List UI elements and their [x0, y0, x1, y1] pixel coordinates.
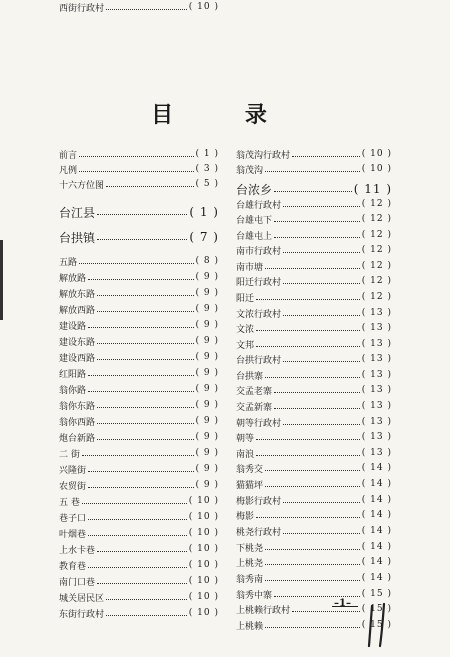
toc-entry	[59, 574, 219, 588]
toc-entry-page: ( 13 )	[361, 308, 392, 318]
toc-leader-dots	[97, 583, 187, 584]
toc-leader-dots	[274, 221, 360, 222]
toc-leader-dots	[274, 408, 360, 409]
toc-entry-page: ( 12 )	[361, 261, 392, 271]
toc-entry-page: ( 10 )	[188, 560, 219, 570]
toc-entry-title: 解放路	[59, 273, 87, 284]
toc-leader-dots	[106, 615, 187, 616]
toc-entry	[236, 368, 392, 382]
toc-entry-title: 阳迁	[236, 293, 255, 304]
toc-leader-dots	[265, 470, 360, 471]
toc-leader-dots	[88, 279, 194, 280]
scan-edge-mark	[0, 240, 3, 320]
toc-leader-dots	[97, 551, 187, 552]
toc-entry	[236, 147, 392, 161]
toc-leader-dots	[97, 407, 194, 408]
toc-entry	[59, 510, 219, 524]
toc-entry-title: 叶烟巷	[59, 529, 87, 540]
toc-entry-title: 南门口巷	[59, 577, 96, 588]
toc-leader-dots	[256, 299, 360, 300]
toc-leader-dots	[97, 214, 187, 215]
toc-leader-dots	[265, 549, 360, 550]
handwritten-mark-icon	[366, 602, 392, 648]
toc-entry-page: ( 9 )	[195, 400, 219, 410]
toc-leader-dots	[256, 517, 360, 518]
toc-entry-title: 朝等行政村	[236, 418, 282, 429]
toc-entry-page: ( 14 )	[361, 526, 392, 536]
toc-entry	[236, 477, 392, 491]
toc-leader-dots	[88, 487, 194, 488]
toc-entry-title: 五 巷	[59, 497, 80, 508]
toc-entry-title: 翁秀中寨	[236, 590, 273, 601]
toc-entry	[236, 212, 392, 226]
toc-entry-page: ( 5 )	[195, 179, 219, 189]
page-number-rule	[332, 606, 358, 607]
page-number: –1–	[334, 598, 351, 609]
toc-entry	[236, 352, 392, 366]
toc-entry-page: ( 9 )	[195, 416, 219, 426]
toc-entry	[236, 555, 392, 569]
toc-entry-page: ( 9 )	[195, 480, 219, 490]
toc-entry-title: 交孟老寨	[236, 386, 273, 397]
toc-entry-title: 台浓乡	[236, 182, 273, 197]
toc-entry-page: ( 13 )	[361, 401, 392, 411]
toc-entry	[236, 197, 392, 211]
toc-entry-page: ( 9 )	[195, 384, 219, 394]
toc-leader-dots	[283, 252, 360, 253]
toc-entry-page: ( 12 )	[361, 214, 392, 224]
toc-entry-title: 翁秀交	[236, 464, 264, 475]
toc-entry	[59, 366, 219, 380]
toc-entry-title: 翁秀南	[236, 574, 264, 585]
toc-leader-dots	[283, 533, 360, 534]
toc-entry-page: ( 9 )	[195, 336, 219, 346]
toc-leader-dots	[88, 519, 187, 520]
toc-entry-title: 台雄屯下	[236, 215, 273, 226]
toc-leader-dots	[274, 237, 360, 238]
toc-entry	[59, 462, 219, 476]
toc-leader-dots	[88, 567, 187, 568]
toc-leader-dots	[82, 455, 194, 456]
toc-entry-page: ( 10 )	[188, 608, 219, 618]
toc-entry-page: ( 14 )	[361, 479, 392, 489]
toc-leader-dots	[283, 424, 360, 425]
toc-entry-title: 建设路	[59, 321, 87, 332]
toc-entry-title: 巷子口	[59, 513, 87, 524]
toc-entry-page: ( 15 )	[361, 589, 392, 599]
toc-entry-title: 翁茂沟	[236, 165, 264, 176]
toc-entry	[236, 337, 392, 351]
toc-entry-title: 前言	[59, 150, 78, 161]
toc-entry	[236, 571, 392, 585]
toc-entry-title: 台拱镇	[59, 230, 96, 245]
toc-entry-title: 十六方位图	[59, 180, 105, 191]
toc-leader-dots	[97, 359, 194, 360]
toc-leader-dots	[106, 9, 187, 10]
toc-entry	[59, 430, 219, 444]
toc-entry-page: ( 10 )	[188, 528, 219, 538]
toc-leader-dots	[256, 346, 360, 347]
toc-entry-page: ( 9 )	[195, 352, 219, 362]
toc-entry-title: 凡例	[59, 165, 78, 176]
toc-leader-dots	[265, 580, 360, 581]
toc-entry-title: 桃尧行政村	[236, 527, 282, 538]
toc-entry-title: 文邦	[236, 340, 255, 351]
toc-leader-dots	[88, 375, 194, 376]
toc-entry-title: 台拱寨	[236, 371, 264, 382]
toc-leader-dots	[265, 627, 360, 628]
toc-leader-dots	[265, 171, 360, 172]
toc-entry	[236, 228, 392, 242]
toc-entry-title: 翁茂沟行政村	[236, 150, 291, 161]
toc-entry	[59, 0, 219, 14]
toc-entry-title: 翁你路	[59, 385, 87, 396]
toc-leader-dots	[82, 503, 187, 504]
toc-leader-dots	[88, 391, 194, 392]
toc-entry-title: 台雄屯上	[236, 231, 273, 242]
toc-entry-title: 文浓行政村	[236, 309, 282, 320]
toc-leader-dots	[97, 439, 194, 440]
toc-entry	[59, 606, 219, 620]
toc-entry-page: ( 10 )	[188, 496, 219, 506]
toc-entry-title: 教育巷	[59, 561, 87, 572]
toc-entry	[59, 177, 219, 191]
toc-leader-dots	[97, 311, 194, 312]
toc-entry-title: 台拱行政村	[236, 355, 282, 366]
toc-entry-page: ( 13 )	[361, 432, 392, 442]
toc-entry-page: ( 7 )	[189, 230, 219, 244]
toc-entry-title: 上水卡巷	[59, 545, 96, 556]
toc-entry	[59, 147, 219, 161]
toc-entry-title: 炮台新路	[59, 433, 96, 444]
toc-entry-page: ( 10 )	[188, 592, 219, 602]
toc-leader-dots	[97, 423, 194, 424]
toc-entry-page: ( 8 )	[195, 256, 219, 266]
toc-entry	[59, 526, 219, 540]
toc-entry	[236, 274, 392, 288]
toc-entry-title: 红阳路	[59, 369, 87, 380]
toc-leader-dots	[283, 502, 360, 503]
toc-entry-title: 农贸街	[59, 481, 87, 492]
toc-leader-dots	[79, 156, 194, 157]
toc-entry-title: 南浪	[236, 449, 255, 460]
toc-entry-title: 猫猫坪	[236, 480, 264, 491]
toc-entry-title: 解放西路	[59, 305, 96, 316]
toc-leader-dots	[292, 611, 360, 612]
toc-entry-page: ( 9 )	[195, 320, 219, 330]
toc-entry-page: ( 12 )	[361, 199, 392, 209]
toc-entry	[59, 203, 219, 221]
toc-entry-title: 台江县	[59, 205, 96, 220]
toc-entry	[59, 398, 219, 412]
toc-entry-title: 梅影	[236, 511, 255, 522]
toc-entry-title: 城关居民区	[59, 593, 105, 604]
toc-entry-title: 五路	[59, 257, 78, 268]
toc-entry	[236, 321, 392, 335]
toc-entry	[59, 382, 219, 396]
toc-leader-dots	[88, 327, 194, 328]
toc-entry	[236, 415, 392, 429]
toc-entry-page: ( 11 )	[353, 182, 392, 196]
toc-leader-dots	[106, 599, 187, 600]
toc-entry	[236, 180, 392, 198]
toc-entry	[236, 587, 392, 601]
toc-entry-title: 文浓	[236, 324, 255, 335]
toc-entry	[236, 383, 392, 397]
toc-entry-page: ( 10 )	[361, 149, 392, 159]
toc-entry-page: ( 13 )	[361, 448, 392, 458]
toc-entry	[59, 162, 219, 176]
toc-leader-dots	[292, 156, 360, 157]
toc-entry	[59, 334, 219, 348]
toc-entry-title: 建设东路	[59, 337, 96, 348]
toc-entry-page: ( 13 )	[361, 339, 392, 349]
toc-entry-title: 翁你东路	[59, 401, 96, 412]
toc-entry	[59, 446, 219, 460]
toc-entry	[59, 542, 219, 556]
toc-leader-dots	[256, 455, 360, 456]
toc-entry-page: ( 14 )	[361, 463, 392, 473]
toc-entry-title: 兴隆街	[59, 465, 87, 476]
toc-entry-title: 解放东路	[59, 289, 96, 300]
toc-entry-page: ( 15 )	[361, 620, 392, 630]
toc-entry-page: ( 14 )	[361, 495, 392, 505]
toc-entry-page: ( 14 )	[361, 573, 392, 583]
toc-entry-page: ( 10 )	[361, 164, 392, 174]
toc-entry	[59, 590, 219, 604]
toc-leader-dots	[274, 191, 352, 192]
toc-entry	[59, 318, 219, 332]
toc-entry	[236, 540, 392, 554]
toc-entry-page: ( 12 )	[361, 245, 392, 255]
toc-leader-dots	[88, 535, 187, 536]
toc-leader-dots	[283, 361, 360, 362]
toc-leader-dots	[97, 343, 194, 344]
toc-entry-page: ( 13 )	[361, 370, 392, 380]
toc-leader-dots	[274, 596, 360, 597]
toc-entry-title: 上桃赖	[236, 621, 264, 632]
toc-entry-title: 台雄行政村	[236, 200, 282, 211]
toc-leader-dots	[256, 330, 360, 331]
toc-entry-page: ( 10 )	[188, 512, 219, 522]
toc-entry	[236, 243, 392, 257]
toc-entry-page: ( 10 )	[188, 2, 219, 12]
toc-entry-title: 交孟新寨	[236, 402, 273, 413]
toc-leader-dots	[106, 186, 194, 187]
toc-entry-page: ( 13 )	[361, 323, 392, 333]
toc-leader-dots	[97, 295, 194, 296]
toc-leader-dots	[79, 263, 194, 264]
toc-leader-dots	[265, 377, 360, 378]
toc-leader-dots	[265, 486, 360, 487]
toc-entry	[59, 478, 219, 492]
toc-entry-page: ( 14 )	[361, 557, 392, 567]
toc-entry-title: 二 街	[59, 449, 80, 460]
toc-entry	[59, 494, 219, 508]
toc-entry-title: 建设西路	[59, 353, 96, 364]
toc-entry-page: ( 13 )	[361, 417, 392, 427]
toc-entry-page: ( 9 )	[195, 448, 219, 458]
toc-entry	[59, 270, 219, 284]
toc-entry-page: ( 1 )	[195, 149, 219, 159]
toc-entry-page: ( 12 )	[361, 292, 392, 302]
toc-entry-page: ( 9 )	[195, 304, 219, 314]
toc-entry	[236, 290, 392, 304]
toc-entry	[59, 286, 219, 300]
toc-entry	[59, 254, 219, 268]
toc-entry-page: ( 10 )	[188, 544, 219, 554]
toc-entry-page: ( 13 )	[361, 354, 392, 364]
toc-entry	[236, 446, 392, 460]
toc-entry-page: ( 9 )	[195, 272, 219, 282]
toc-entry-title: 东街行政村	[59, 609, 105, 620]
toc-entry	[236, 162, 392, 176]
toc-entry	[236, 524, 392, 538]
toc-entry-page: ( 9 )	[195, 288, 219, 298]
toc-leader-dots	[88, 471, 194, 472]
toc-entry-page: ( 9 )	[195, 368, 219, 378]
toc-leader-dots	[283, 283, 360, 284]
toc-entry-title: 南市塘	[236, 262, 264, 273]
toc-entry-title: 上桃赖行政村	[236, 605, 291, 616]
toc-leader-dots	[283, 206, 360, 207]
toc-entry-title: 下桃尧	[236, 543, 264, 554]
toc-entry-page: ( 1 )	[189, 205, 219, 219]
toc-entry-title: 阳迁行政村	[236, 277, 282, 288]
toc-entry	[236, 461, 392, 475]
toc-leader-dots	[265, 564, 360, 565]
toc-entry	[59, 414, 219, 428]
toc-entry	[236, 493, 392, 507]
toc-entry	[236, 399, 392, 413]
toc-entry	[59, 302, 219, 316]
toc-leader-dots	[256, 439, 360, 440]
toc-entry	[236, 306, 392, 320]
toc-leader-dots	[265, 268, 360, 269]
toc-entry-page: ( 10 )	[188, 576, 219, 586]
toc-entry-page: ( 13 )	[361, 385, 392, 395]
toc-entry-page: ( 9 )	[195, 464, 219, 474]
toc-leader-dots	[274, 392, 360, 393]
toc-entry-page: ( 3 )	[195, 164, 219, 174]
toc-entry-page: ( 15 )	[361, 604, 392, 614]
toc-entry-title: 西街行政村	[59, 3, 105, 14]
toc-entry-title: 上桃尧	[236, 558, 264, 569]
toc-entry-title: 朝等	[236, 433, 255, 444]
toc-entry-page: ( 9 )	[195, 432, 219, 442]
toc-entry	[59, 558, 219, 572]
toc-entry	[236, 508, 392, 522]
toc-entry	[236, 430, 392, 444]
toc-entry	[59, 228, 219, 246]
toc-entry-title: 翁你西路	[59, 417, 96, 428]
toc-leader-dots	[97, 239, 187, 240]
toc-entry-title: 梅影行政村	[236, 496, 282, 507]
toc-entry-page: ( 12 )	[361, 276, 392, 286]
toc-entry-page: ( 14 )	[361, 542, 392, 552]
toc-entry-page: ( 12 )	[361, 230, 392, 240]
page-title: 目 录	[151, 102, 299, 128]
toc-leader-dots	[79, 171, 194, 172]
toc-leader-dots	[283, 315, 360, 316]
toc-entry	[236, 259, 392, 273]
toc-entry	[59, 350, 219, 364]
toc-entry-title: 南市行政村	[236, 246, 282, 257]
toc-entry-page: ( 14 )	[361, 510, 392, 520]
